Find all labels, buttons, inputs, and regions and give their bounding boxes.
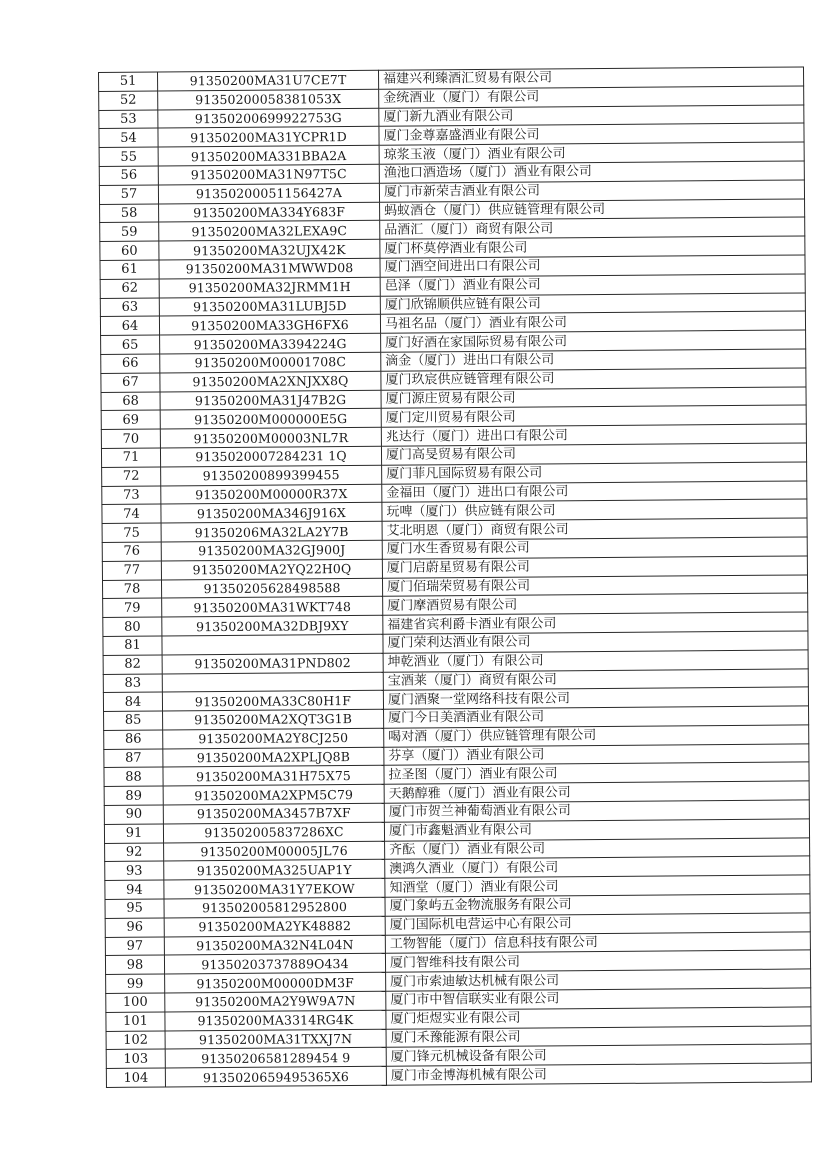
credit-code: 91350200MA3394224G — [160, 333, 381, 354]
credit-code: 91350200MA31WKT748 — [162, 597, 383, 618]
company-name: 厦门智维科技有限公司 — [385, 950, 810, 972]
row-number: 98 — [105, 955, 164, 974]
company-name: 厦门新九酒业有限公司 — [379, 105, 804, 127]
company-name: 喝对酒（厦门）供应链管理有限公司 — [384, 725, 809, 747]
company-name: 金统酒业（厦门）有限公司 — [379, 86, 804, 108]
company-name: 厦门荣利达酒业有限公司 — [383, 631, 808, 653]
company-name: 福建省宾利爵卡酒业有限公司 — [383, 612, 808, 634]
credit-code: 91350200699922753G — [158, 108, 379, 129]
company-name: 厦门禾豫能源有限公司 — [386, 1026, 811, 1048]
row-number: 56 — [99, 166, 158, 185]
credit-code: 91350200MA2XQT3G1B — [163, 709, 384, 730]
credit-code: 91350200MA334Y683F — [159, 202, 380, 223]
company-name: 厦门定川贸易有限公司 — [381, 405, 806, 427]
credit-code: 91350206581289454 9 — [165, 1048, 386, 1069]
company-name: 厦门欣锦顺供应链有限公司 — [380, 293, 805, 315]
credit-code: 91350200MA346J916X — [161, 503, 382, 524]
company-name: 厦门玖宸供应链管理有限公司 — [381, 368, 806, 390]
row-number: 103 — [106, 1049, 165, 1068]
credit-code: 9135020659495365X6 — [165, 1067, 386, 1088]
company-name: 厦门菲凡国际贸易有限公司 — [382, 462, 807, 484]
credit-code: 91350200M00000DM3F — [165, 973, 386, 994]
company-name: 厦门摩酒贸易有限公司 — [383, 593, 808, 615]
company-name: 厦门金尊嘉盛酒业有限公司 — [379, 123, 804, 145]
row-number: 71 — [101, 448, 160, 467]
credit-code: 91350200MA33C80H1F — [162, 691, 383, 712]
row-number: 78 — [102, 580, 161, 599]
row-number: 52 — [99, 91, 158, 110]
credit-code: 91350200MA2Y8CJ250 — [163, 728, 384, 749]
table-body — [99, 67, 812, 1088]
credit-code: 91350200MA2YQ22H0Q — [161, 559, 382, 580]
company-name: 厦门今日美酒酒业有限公司 — [384, 706, 809, 728]
company-name: 艾北明恩（厦门）商贸有限公司 — [382, 518, 807, 540]
company-name: 邑泽（厦门）酒业有限公司 — [380, 274, 805, 296]
row-number: 55 — [99, 147, 158, 166]
credit-code: 91350200MA32GJ900J — [161, 540, 382, 561]
company-name: 齐酝（厦门）酒业有限公司 — [385, 838, 810, 860]
company-name: 厦门市中智信联实业有限公司 — [386, 988, 811, 1010]
row-number: 58 — [100, 204, 159, 223]
credit-code: 91350200MA31H75X75 — [163, 766, 384, 787]
company-name: 厦门好酒在家国际贸易有限公司 — [381, 330, 806, 352]
company-name: 厦门水生香贸易有限公司 — [382, 537, 807, 559]
company-name: 品酒汇（厦门）商贸有限公司 — [380, 217, 805, 239]
row-number: 72 — [102, 467, 161, 486]
company-name: 知酒堂（厦门）酒业有限公司 — [385, 875, 810, 897]
row-number: 90 — [104, 805, 163, 824]
company-name: 厦门锋元机械设备有限公司 — [386, 1044, 811, 1066]
row-number: 95 — [105, 899, 164, 918]
credit-code: 91350200MA31U7CE7T — [158, 70, 379, 91]
credit-code: 91350200MA32DBJ9XY — [162, 615, 383, 636]
credit-code: 91350200MA31LUBJ5D — [159, 296, 380, 317]
credit-code: 91350206MA32LA2Y7B — [161, 521, 382, 542]
company-name: 厦门炬煜实业有限公司 — [386, 1007, 811, 1029]
company-name: 厦门市贺兰神葡萄酒业有限公司 — [384, 800, 809, 822]
row-number: 64 — [100, 316, 159, 335]
credit-code: 91350203737889O434 — [164, 954, 385, 975]
credit-code: 91350205628498588 — [161, 578, 382, 599]
company-name: 渔池口酒造场（厦门）酒业有限公司 — [379, 161, 804, 183]
credit-code: 91350200MA331BBA2A — [158, 145, 379, 166]
company-name: 蚂蚁酒仓（厦门）供应链管理有限公司 — [380, 199, 805, 221]
company-name: 天鹅醇雅（厦门）酒业有限公司 — [384, 781, 809, 803]
credit-code: 91350200MA2XNJXX8Q — [160, 371, 381, 392]
company-name: 厦门市金博海机械有限公司 — [386, 1063, 811, 1085]
company-name: 滴金（厦门）进出口有限公司 — [381, 349, 806, 371]
credit-code: 91350200MA31Y7EKOW — [164, 879, 385, 900]
company-name: 琼浆玉液（厦门）酒业有限公司 — [379, 142, 804, 164]
row-number: 79 — [103, 598, 162, 617]
company-name: 厦门象屿五金物流服务有限公司 — [385, 894, 810, 916]
credit-code: 91350200058381053X — [158, 89, 379, 110]
row-number: 84 — [103, 692, 162, 711]
row-number: 85 — [104, 711, 163, 730]
credit-code: 91350200M00003NL7R — [160, 427, 381, 448]
company-name: 厦门酒聚一堂网络科技有限公司 — [383, 687, 808, 709]
credit-code: 91350200M00005JL76 — [164, 841, 385, 862]
row-number: 77 — [102, 561, 161, 580]
row-number: 67 — [101, 373, 160, 392]
company-name: 坤乾酒业（厦门）有限公司 — [383, 650, 808, 672]
company-table — [98, 66, 812, 1088]
credit-code: 91350200MA2XPLJQ8B — [163, 747, 384, 768]
credit-code: 91350200MA33GH6FX6 — [159, 315, 380, 336]
row-number: 92 — [105, 843, 164, 862]
row-number: 94 — [105, 880, 164, 899]
company-name: 金福田（厦门）进出口有限公司 — [382, 480, 807, 502]
row-number: 65 — [101, 335, 160, 354]
row-number: 61 — [100, 260, 159, 279]
row-number: 70 — [101, 429, 160, 448]
company-name: 澳鸿久酒业（厦门）有限公司 — [385, 856, 810, 878]
row-number: 62 — [100, 279, 159, 298]
row-number: 99 — [106, 974, 165, 993]
company-name: 宝酒莱（厦门）商贸有限公司 — [383, 668, 808, 690]
company-name: 厦门启蔚星贸易有限公司 — [382, 556, 807, 578]
credit-code: 913502005812952800 — [164, 897, 385, 918]
row-number: 88 — [104, 767, 163, 786]
row-number: 75 — [102, 523, 161, 542]
credit-code: 91350200MA32N4L04N — [164, 935, 385, 956]
row-number: 83 — [103, 674, 162, 693]
credit-code: 91350200051156427A — [158, 183, 379, 204]
credit-code: 913502005837286XC — [163, 822, 384, 843]
row-number: 74 — [102, 504, 161, 523]
row-number: 73 — [102, 486, 161, 505]
row-number: 51 — [99, 72, 158, 91]
credit-code: 91350200MA31YCPR1D — [158, 127, 379, 148]
row-number: 89 — [104, 786, 163, 805]
company-name: 兆达行（厦门）进出口有限公司 — [381, 424, 806, 446]
credit-code: 91350200MA3314RG4K — [165, 1010, 386, 1031]
company-name: 马祖名品（厦门）酒业有限公司 — [380, 311, 805, 333]
row-number: 68 — [101, 392, 160, 411]
credit-code: 91350200M00000R37X — [161, 484, 382, 505]
row-number: 82 — [103, 655, 162, 674]
row-number: 80 — [103, 617, 162, 636]
company-name: 厦门源庄贸易有限公司 — [381, 386, 806, 408]
row-number: 102 — [106, 1031, 165, 1050]
credit-code: 91350200MA31N97T5C — [158, 164, 379, 185]
row-number: 91 — [104, 824, 163, 843]
company-name: 拉圣图（厦门）酒业有限公司 — [384, 762, 809, 784]
credit-code: 91350200M000000E5G — [160, 409, 381, 430]
credit-code: 91350200MA31MWWD08 — [159, 258, 380, 279]
row-number: 54 — [99, 128, 158, 147]
row-number: 86 — [104, 730, 163, 749]
credit-code: 91350200MA31TXXJ7N — [165, 1029, 386, 1050]
row-number: 60 — [100, 241, 159, 260]
credit-code: 91350200MA32JRMM1H — [159, 277, 380, 298]
company-name: 厦门高旻贸易有限公司 — [381, 443, 806, 465]
credit-code: 91350200MA31J47B2G — [160, 390, 381, 411]
credit-code: 91350200MA2YK48882 — [164, 916, 385, 937]
row-number: 57 — [99, 185, 158, 204]
credit-code: 9135020007284231 1Q — [160, 446, 381, 467]
credit-code: 91350200MA325UAP1Y — [164, 860, 385, 881]
credit-code: 91350200M00001708C — [160, 352, 381, 373]
row-number: 63 — [100, 298, 159, 317]
row-number: 104 — [106, 1068, 165, 1087]
credit-code: 91350200MA32UJX42K — [159, 239, 380, 260]
row-number: 53 — [99, 110, 158, 129]
credit-code — [162, 672, 383, 693]
row-number: 87 — [104, 749, 163, 768]
company-name: 工物智能（厦门）信息科技有限公司 — [385, 932, 810, 954]
company-name: 厦门酒空间进出口有限公司 — [380, 255, 805, 277]
company-name: 厦门佰瑞荣贸易有限公司 — [382, 574, 807, 596]
credit-code: 91350200MA2XPM5C79 — [163, 785, 384, 806]
company-name: 福建兴利臻酒汇贸易有限公司 — [378, 67, 803, 89]
credit-code: 91350200MA31PND802 — [162, 653, 383, 674]
row-number: 69 — [101, 410, 160, 429]
credit-code — [162, 634, 383, 655]
row-number: 76 — [102, 542, 161, 561]
row-number: 101 — [106, 1012, 165, 1031]
row-number: 93 — [105, 861, 164, 880]
company-name: 厦门市鑫魁酒业有限公司 — [384, 819, 809, 841]
company-name: 厦门市新荣吉酒业有限公司 — [379, 180, 804, 202]
credit-code: 91350200MA3457B7XF — [163, 803, 384, 824]
company-name: 厦门杯莫停酒业有限公司 — [380, 236, 805, 258]
row-number: 66 — [101, 354, 160, 373]
row-number: 81 — [103, 636, 162, 655]
credit-code: 91350200MA2Y9W9A7N — [165, 991, 386, 1012]
company-name: 芬享（厦门）酒业有限公司 — [384, 744, 809, 766]
row-number: 59 — [100, 222, 159, 241]
credit-code: 91350200899399455 — [161, 465, 382, 486]
company-name: 玩啤（厦门）供应链有限公司 — [382, 499, 807, 521]
row-number: 97 — [105, 937, 164, 956]
company-name: 厦门市索迪敏达机械有限公司 — [386, 969, 811, 991]
credit-code: 91350200MA32LEXA9C — [159, 221, 380, 242]
company-name: 厦门国际机电营运中心有限公司 — [385, 913, 810, 935]
row-number: 100 — [106, 993, 165, 1012]
row-number: 96 — [105, 918, 164, 937]
